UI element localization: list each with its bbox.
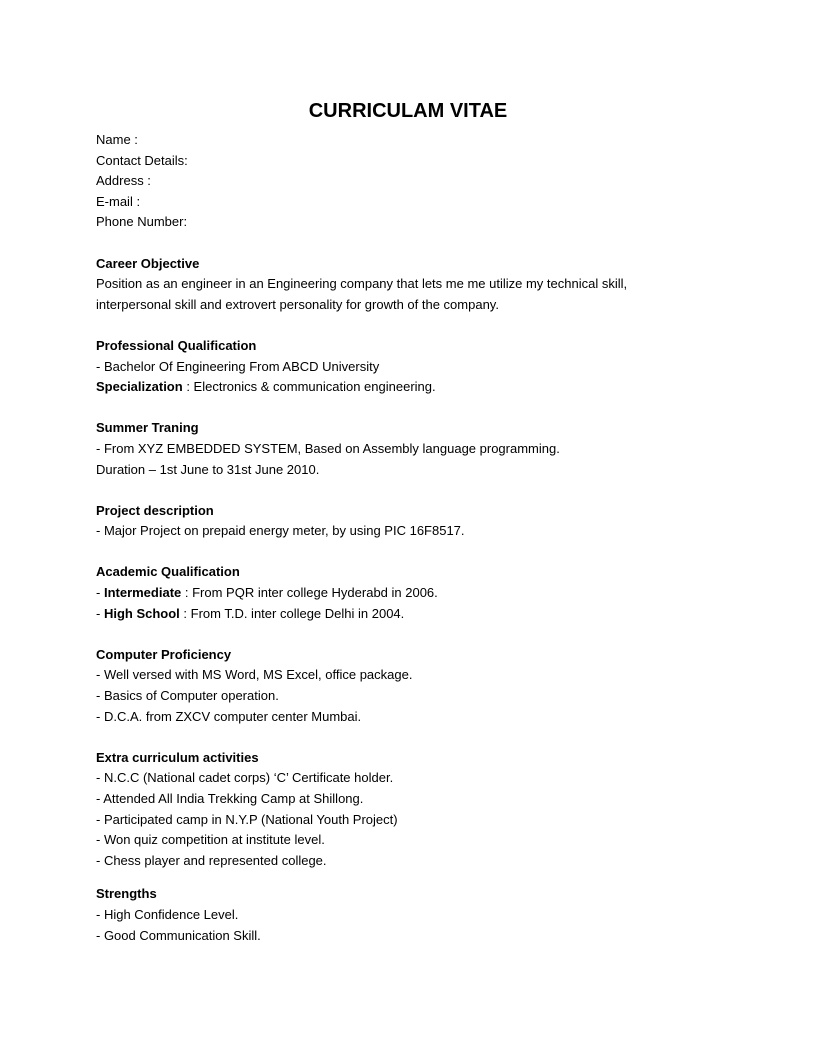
degree-line: - Bachelor Of Engineering From ABCD University [96, 358, 380, 374]
list-item: - Well versed with MS Word, MS Excel, office package. [96, 667, 413, 683]
career-objective-heading: Career Objective [96, 255, 200, 271]
professional-qualification-heading: Professional Qualification [96, 337, 257, 353]
address-label: Address : [96, 173, 151, 189]
extra-curriculum-heading: Extra curriculum activities [96, 749, 259, 765]
high-school-line [96, 604, 716, 625]
career-objective-line: Position as an engineer in an Engineering company that lets me me utilize my technical skill, [96, 276, 628, 292]
list-item: - High Confidence Level. [96, 906, 239, 922]
intermediate-value: : From PQR inter college Hyderabd in 2006. [181, 585, 438, 601]
document-body [96, 130, 716, 946]
list-item: - N.C.C (National cadet corps) ‘C’ Certificate holder. [96, 770, 394, 786]
email-label: E-mail : [96, 193, 141, 209]
project-heading: Project description [96, 502, 214, 518]
list-item: - D.C.A. from ZXCV computer center Mumbai. [96, 708, 362, 724]
specialization-value: : Electronics & communication engineering. [182, 379, 436, 395]
document-title: CURRICULAM VITAE [308, 100, 508, 122]
contact-details-label: Contact Details: [96, 152, 188, 168]
phone-label: Phone Number: [96, 214, 188, 230]
intermediate-prefix: - [96, 585, 104, 601]
high-school-label: High School [103, 605, 180, 621]
list-item: - Basics of Computer operation. [96, 688, 279, 704]
list-item: - Attended All India Trekking Camp at Shillong. [96, 791, 364, 806]
project-line: - Major Project on prepaid energy meter, by using PIC 16F8517. [96, 523, 465, 539]
specialization-label: Specialization [96, 379, 183, 395]
name-label: Name : [96, 132, 138, 147]
intermediate-label: Intermediate [103, 585, 182, 601]
high-school-prefix: - [96, 605, 104, 621]
strengths-heading: Strengths [96, 886, 157, 902]
summer-training-heading: Summer Traning [96, 420, 199, 436]
summer-training-duration: Duration – 1st June to 31st June 2010. [96, 461, 320, 477]
list-item: - Won quiz competition at institute level. [96, 832, 325, 848]
academic-heading: Academic Qualification [96, 564, 240, 580]
list-item: - Participated camp in N.Y.P (National Youth Project) [96, 811, 398, 827]
list-item: - Chess player and represented college. [96, 852, 327, 868]
summer-training-line: - From XYZ EMBEDDED SYSTEM, Based on Assembly language programming. [96, 440, 560, 456]
intermediate-line [96, 583, 716, 604]
high-school-value: : From T.D. inter college Delhi in 2004. [179, 605, 405, 621]
specialization-line [96, 377, 716, 398]
list-item: - Good Communication Skill. [96, 927, 261, 943]
career-objective-line: interpersonal skill and extrovert personality for growth of the company. [96, 296, 499, 312]
computer-heading: Computer Proficiency [96, 646, 232, 662]
